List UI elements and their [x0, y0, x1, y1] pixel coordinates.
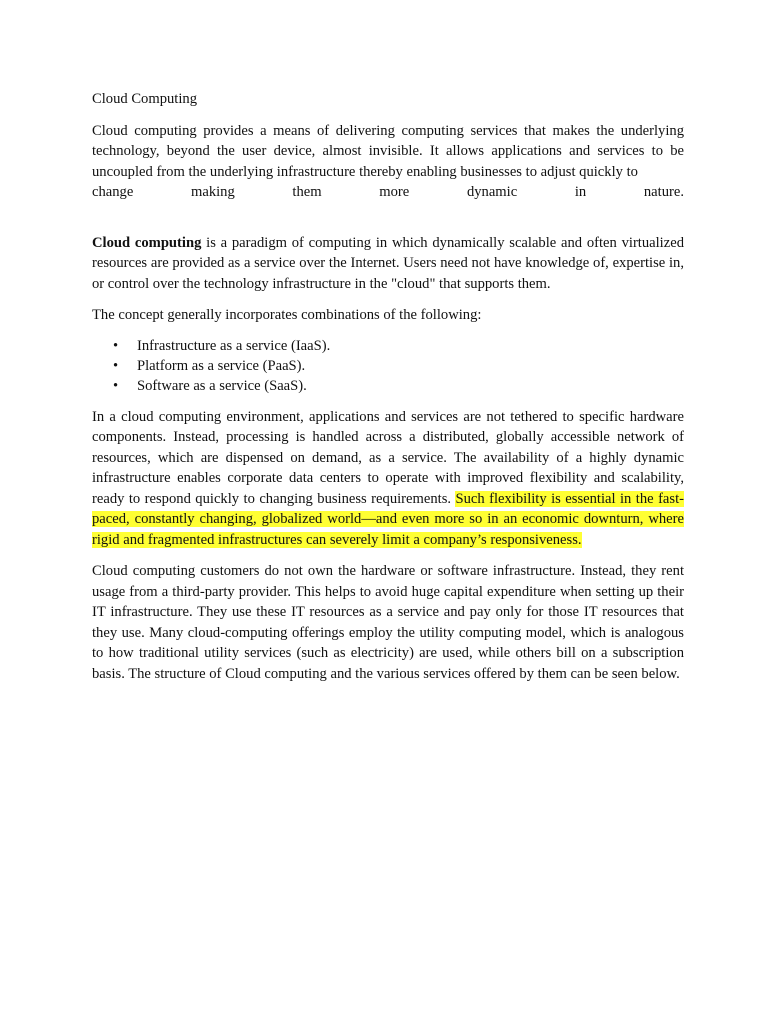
intro-paragraph-text: Cloud computing provides a means of delivering computing services that makes the underlying technology, beyond the user device, almost invisible. It allows applications and services to be uncoupled from the underlying infrastructure thereby enabling businesses to adjust quickly to [92, 122, 684, 180]
document-page [92, 89, 684, 684]
environment-paragraph [92, 407, 684, 551]
list-item [92, 376, 684, 396]
intro-paragraph-last-line: change making them more dynamic in nature. [92, 184, 684, 200]
intro-paragraph [92, 121, 684, 203]
customers-paragraph: Cloud computing customers do not own the hardware or software infrastructure. Instead, they rent usage from a third-party provider. This helps to avoid huge capital expenditure when setting up their IT infrastructure. They use these IT resources as a service and pay only for those IT resources that they use. Many cloud-computing offerings employ the utility computing model, which is analogous to how traditional utility services (such as electricity) are used, while others bill on a subscription basis. The structure of Cloud computing and the various services offered by them can be seen below. [92, 563, 684, 682]
bullet-icon: • [113, 377, 119, 394]
document-title: Cloud Computing [92, 91, 198, 107]
list-item-text: Platform as a service (PaaS). [137, 357, 306, 374]
service-model-list [92, 336, 684, 396]
list-item-text: Software as a service (SaaS). [137, 377, 307, 394]
environment-text: In a cloud computing environment, applications and services are not tethered to specific hardware components. Instead, processing is handled across a distributed, globally accessible network of resources, which are dispensed on demand, as a service. The availability of a highly dynamic infrastructure enables corporate data centers to operate with improved flexibility and scalability, ready to respond quickly to changing business requirements. [92, 408, 684, 507]
definition-text: is a paradigm of computing in which dynamically scalable and often virtualized resources are provided as a service over the Internet. Users need not have knowledge of, expertise in, or control over the technology infrastructure in the "cloud" that supports them. [92, 234, 684, 292]
list-item-text: Infrastructure as a service (IaaS). [137, 337, 331, 354]
bullet-icon: • [113, 337, 119, 354]
highlighted-text: Such flexibility is essential in the fast-paced, constantly changing, globalized world—and even more so in an economic downturn, where rigid and fragmented infrastructures can severely limit a company’s responsiveness. [92, 490, 685, 548]
definition-paragraph [92, 233, 684, 295]
definition-term: Cloud computing [92, 234, 202, 251]
list-item [92, 356, 684, 376]
concept-intro-paragraph: The concept generally incorporates combinations of the following: [92, 307, 482, 323]
bullet-icon: • [113, 357, 119, 374]
list-item [92, 336, 684, 356]
